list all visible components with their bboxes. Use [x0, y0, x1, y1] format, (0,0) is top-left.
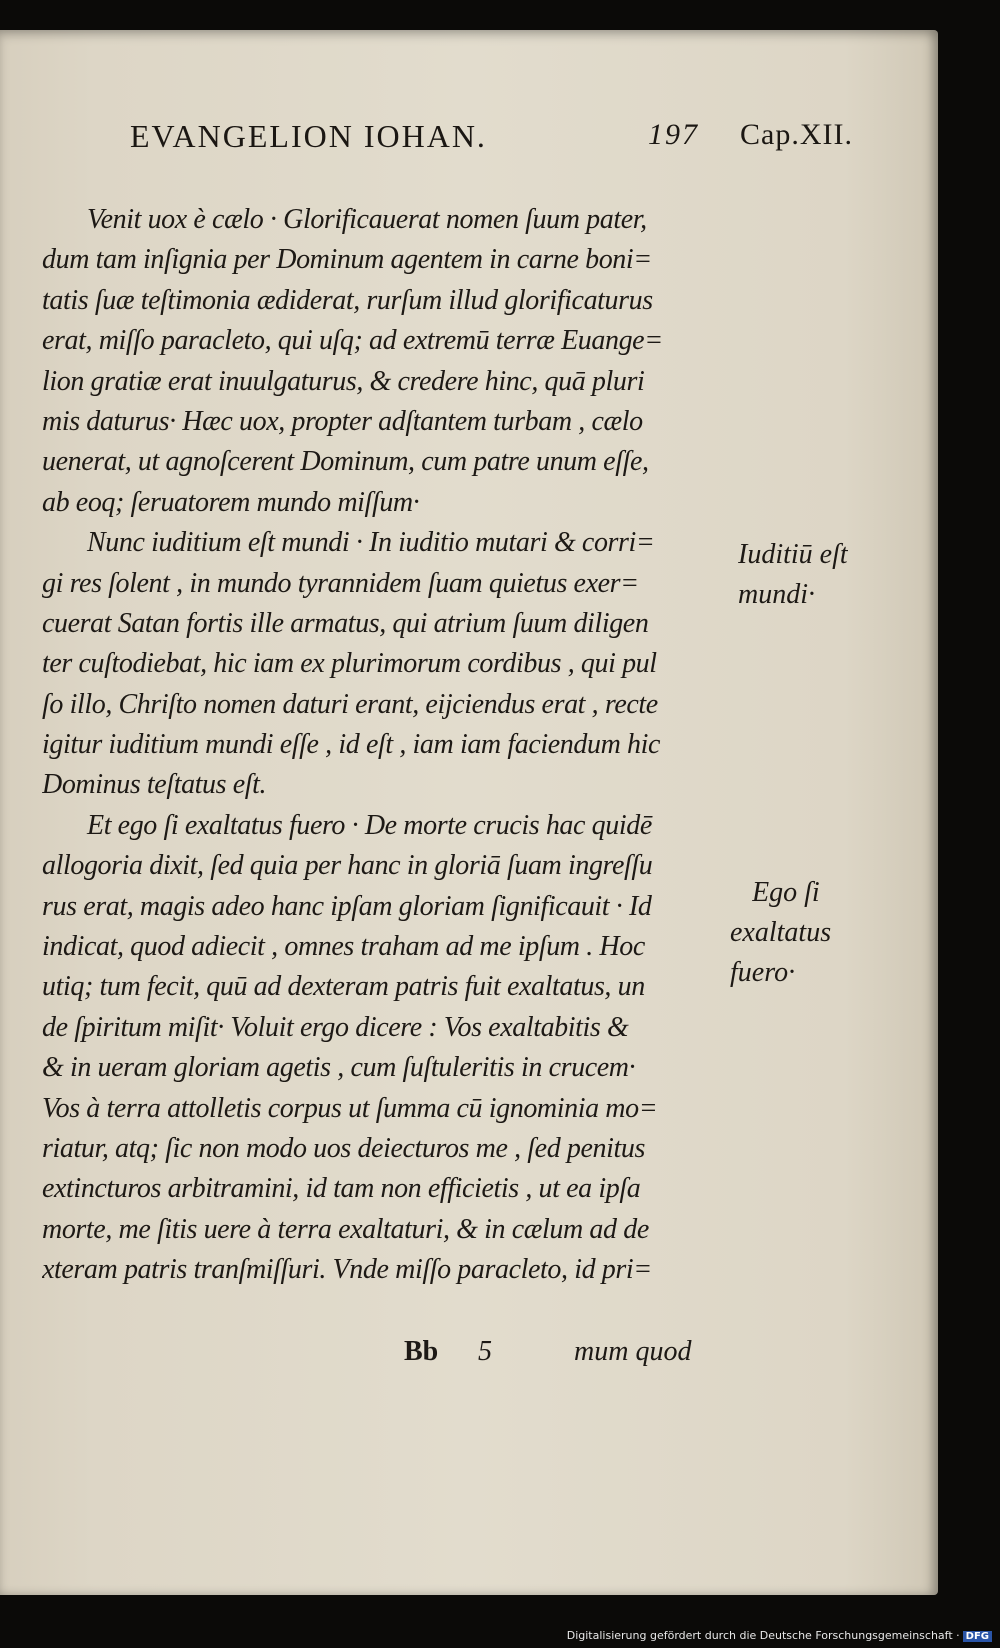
marginal-line: mundi·: [738, 579, 815, 611]
text-line: ter cuſtodiebat, hic iam ex plurimorum cordibus , qui pul: [42, 648, 657, 680]
paragraph-venit-uox: [42, 200, 732, 523]
text-line: Et ego ſi exaltatus fuero · De morte crucis hac quidē: [87, 809, 652, 841]
marginal-line: Iuditiū eſt: [738, 539, 848, 570]
text-line: ſo illo, Chriſto nomen daturi erant, eijciendus erat , recte: [42, 688, 658, 720]
running-head: [130, 118, 870, 162]
text-line: cuerat Satan fortis ille armatus, qui atrium ſuum diligen: [42, 607, 649, 639]
text-line: Venit uox è cælo · Glorificauerat nomen ſuum pater,: [87, 204, 647, 235]
marginal-line: Ego ſi: [752, 877, 820, 908]
marginal-note-iuditium: [738, 535, 848, 616]
text-line: tatis ſuæ teſtimonia ædiderat, rurſum illud glorificaturus: [42, 284, 653, 316]
text-line: Vos à terra attolletis corpus ut ſumma cū ignominia mo=: [42, 1092, 658, 1124]
text-line: dum tam inſignia per Dominum agentem in carne boni=: [42, 244, 652, 276]
dfg-logo-badge: DFG: [963, 1631, 992, 1642]
text-line: extincturos arbitramini, id tam non efficietis , ut ea ipſa: [42, 1173, 641, 1205]
text-line: morte, me ſitis uere à terra exaltaturi, & in cælum ad de: [42, 1213, 649, 1245]
text-line: erat, miſſo paracleto, qui uſq; ad extremū terræ Euange=: [42, 325, 663, 357]
text-line: utiq; tum fecit, quū ad dexteram patris fuit exaltatus, un: [42, 971, 645, 1003]
text-line: uenerat, ut agnoſcerent Dominum, cum patre unum eſſe,: [42, 446, 649, 478]
marginal-note-ego-si: [730, 873, 832, 993]
page-number: 197: [648, 118, 699, 151]
text-line: indicat, quod adiecit , omnes traham ad me ipſum . Hoc: [42, 931, 645, 963]
text-line: lion gratiæ erat inuulgaturus, & credere hinc, quā pluri: [42, 365, 645, 397]
paragraph-nunc-iuditium: [42, 523, 732, 806]
text-line: ab eoq; ſeruatorem mundo miſſum·: [42, 486, 420, 518]
text-line: rus erat, magis adeo hanc ipſam gloriam ſignificauit · Id: [42, 890, 652, 922]
digitization-credit: [567, 1629, 992, 1642]
body-text: [42, 200, 732, 1291]
signature-mark: Bb: [404, 1336, 439, 1367]
book-page: [0, 30, 938, 1595]
chapter-label: Cap.XII.: [740, 118, 853, 151]
text-line: & in ueram gloriam agetis , cum ſuſtuleritis in crucem·: [42, 1052, 636, 1084]
text-line: Dominus teſtatus eſt.: [42, 769, 267, 801]
text-line: igitur iuditium mundi eſſe , id eſt , iam iam faciendum hic: [42, 729, 660, 761]
signature-number: 5: [478, 1336, 492, 1367]
marginal-line: fuero·: [730, 957, 796, 988]
paragraph-et-ego: [42, 806, 732, 1291]
marginal-line: exaltatus: [730, 917, 832, 948]
catchword: mum quod: [574, 1336, 692, 1367]
text-line: allogoria dixit, ſed quia per hanc in gloriā ſuam ingreſſu: [42, 850, 653, 882]
running-head-title: EVANGELION IOHAN.: [130, 118, 487, 154]
credit-text: Digitalisierung gefördert durch die Deutsche Forschungsgemeinschaft ·: [566, 1629, 960, 1642]
text-line: mis daturus· Hæc uox, propter adſtantem turbam , cælo: [42, 405, 643, 437]
text-line: riatur, atq; ſic non modo uos deiecturos me , ſed penitus: [42, 1132, 645, 1164]
text-line: gi res ſolent , in mundo tyrannidem ſuam quietus exer=: [42, 567, 639, 599]
text-line: Nunc iuditium eſt mundi · In iuditio mutari & corri=: [87, 527, 655, 559]
text-line: xteram patris tranſmiſſuri. Vnde miſſo paracleto, id pri=: [42, 1254, 652, 1286]
text-line: de ſpiritum miſit· Voluit ergo dicere : Vos exaltabitis &: [42, 1011, 629, 1043]
